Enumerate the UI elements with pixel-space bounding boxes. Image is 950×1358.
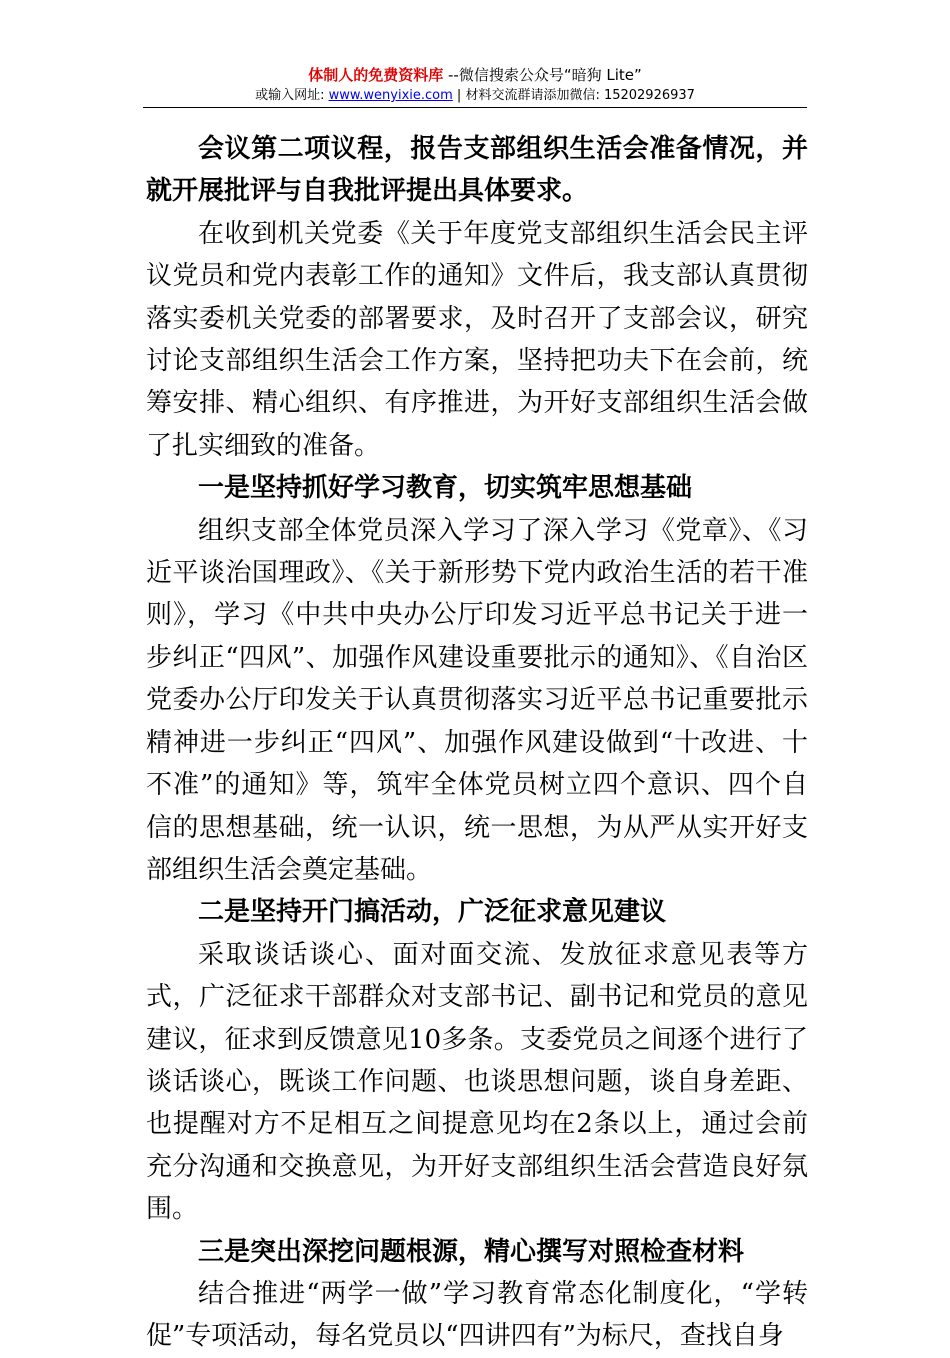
section-heading: 二是坚持开门搞活动，广泛征求意见建议 xyxy=(198,897,667,928)
body-paragraph: 采取谈话谈心、面对面交流、发放征求意见表等方式，广泛征求干部群众对支部书记、副书记和党员的意见建议，征求到反馈意见10多条。支委党员之间逐个进行了谈话谈心，既谈工作问题、也谈思想问题，谈自身差距、也提醒对方不足相互之间提意见均在2条以上，通过会前充分沟通和交换意见，为开好支部组织生活会营造良好氛围。 xyxy=(146,939,808,1225)
body-paragraph: 在收到机关党委《关于年度党支部组织生活会民主评议党员和党内表彰工作的通知》文件后，我支部认真贯彻落实委机关党委的部署要求，及时召开了支部会议，研究讨论支部组织生活会工作方案，坚持把功夫下在会前，统筹安排、精心组织、有序推进，为开好支部组织生活会做了扎实细致的准备。 xyxy=(146,218,808,461)
header-brand: 体制人的免费资料库 xyxy=(308,66,444,84)
section-heading: 一是坚持抓好学习教育，切实筑牢思想基础 xyxy=(198,473,693,504)
section-heading: 三是突出深挖问题根源，精心撰写对照检查材料 xyxy=(198,1236,745,1267)
header-contact: | 材料交流群请添加微信: 15202926937 xyxy=(452,88,695,103)
document-body xyxy=(146,128,808,1358)
page-header xyxy=(0,64,950,106)
header-title-line xyxy=(0,64,950,86)
header-site-prefix: 或输入网址: xyxy=(255,88,329,103)
agenda-heading: 会议第二项议程，报告支部组织生活会准备情况，并就开展批评与自我批评提出具体要求。 xyxy=(146,134,808,207)
header-site-link[interactable]: www.wenyixie.com xyxy=(328,88,453,103)
body-paragraph: 结合推进“两学一做”学习教育常态化制度化，“学转促”专项活动，每名党员以“四讲四有”为标尺，查找自身 xyxy=(146,1278,808,1352)
header-tagline: --微信搜索公众号“暗狗 Lite” xyxy=(443,66,642,84)
header-divider xyxy=(143,107,807,108)
header-contact-line xyxy=(0,86,950,106)
body-paragraph: 组织支部全体党员深入学习了深入学习《党章》、《习近平谈治国理政》、《关于新形势下党内政治生活的若干准则》，学习《中共中央办公厅印发习近平总书记关于进一步纠正“四风”、加强作风建设重要批示的通知》、《自治区党委办公厅印发关于认真贯彻落实习近平总书记重要批示精神进一步纠正“四风”、加强作风建设做到“十改进、十不准”的通知》等，筑牢全体党员树立四个意识、四个自信的思想基础，统一认识，统一思想，为从严从实开好支部组织生活会奠定基础。 xyxy=(146,515,808,885)
